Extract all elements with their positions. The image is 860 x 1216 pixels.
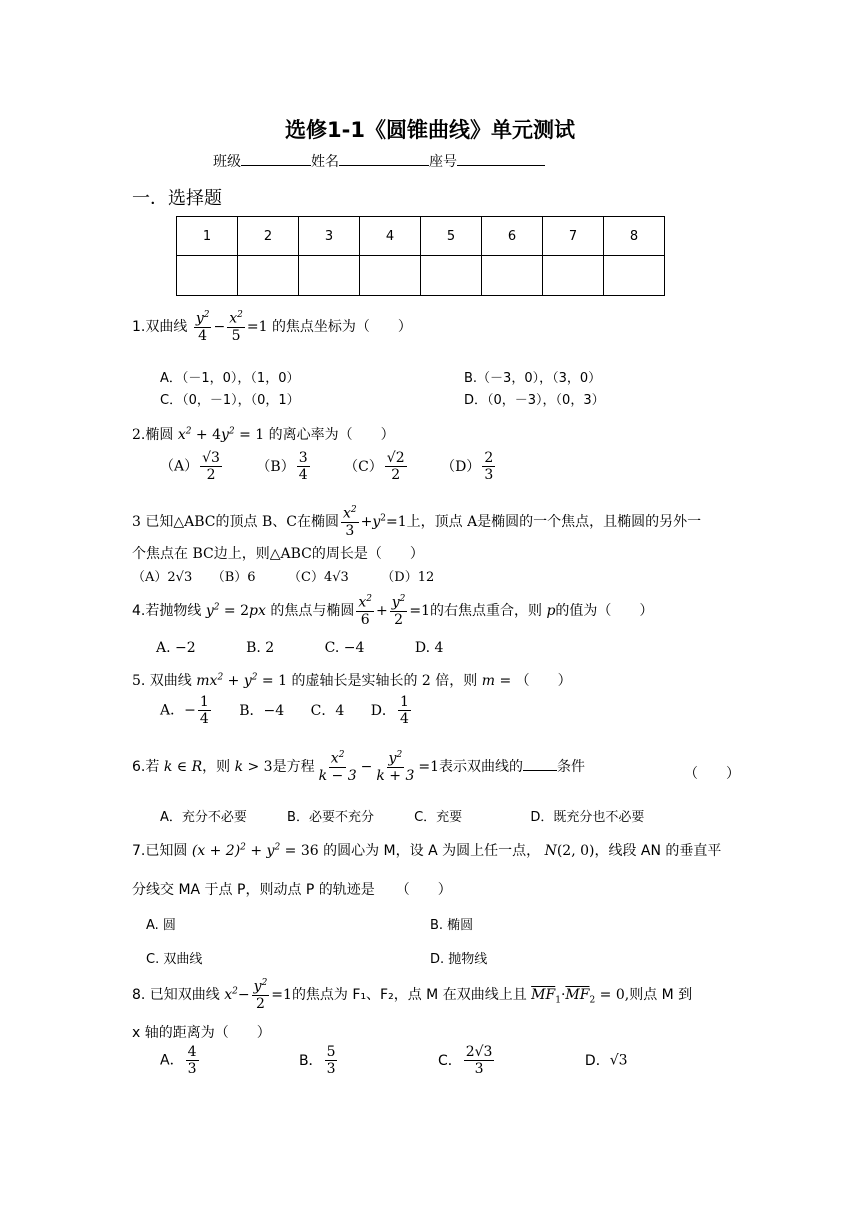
answer-cell[interactable] — [177, 256, 238, 296]
answer-table — [176, 216, 665, 296]
answer-header-8: 8 — [604, 217, 665, 256]
q4-options: A. −2 B. 2 C. −4 D. 4 — [156, 640, 444, 656]
question-6: 6.若 k ∈ R，则 k > 3是方程 $\frac{x^2}{k - 3}$ − $\frac{y^2}{k + 3}$ =1表示双曲线的 条件 — [132, 750, 586, 784]
q1-option-a: A．（－1，0），（1，0） — [160, 371, 300, 386]
answer-header-2: 2 — [238, 217, 299, 256]
q7-option-d: D. 抛物线 — [430, 952, 488, 967]
answer-header-6: 6 — [482, 217, 543, 256]
answer-header-5: 5 — [421, 217, 482, 256]
answer-header-1: 1 — [177, 217, 238, 256]
class-info-line — [213, 151, 545, 171]
answer-cell[interactable] — [482, 256, 543, 296]
question-3-line2: 个焦点在 BC边上，则△ABC的周长是（ ） — [132, 546, 424, 562]
class-blank[interactable] — [241, 151, 311, 166]
fraction: $\frac{y^2}{4}$ — [195, 310, 210, 344]
q3-options: （A）2√3 （B）6 （C）4√3 （D）12 — [132, 570, 435, 585]
q1-option-b: B.（－3，0），（3，0） — [464, 371, 602, 386]
class-label: 班级 — [213, 154, 241, 170]
name-label: 姓名 — [311, 154, 339, 170]
q7-option-a: A. 圆 — [146, 918, 176, 933]
answer-header-4: 4 — [360, 217, 421, 256]
question-4: 4.若抛物线 $y^2 = 2px$ 的焦点与椭圆 $\frac{x^2}{6}$ + $\frac{y^2}{2}$ =1的右焦点重合，则 p的值为（ ） — [132, 594, 654, 628]
fraction: $\frac{x^2}{5}$ — [229, 310, 243, 344]
q1-option-c: C．（0，－1），（0，1） — [160, 393, 300, 408]
answer-cell[interactable] — [604, 256, 665, 296]
question-8-line2: x 轴的距离为（ ） — [132, 1025, 271, 1041]
answer-cell[interactable] — [360, 256, 421, 296]
answer-cell[interactable] — [543, 256, 604, 296]
answer-cell[interactable] — [299, 256, 360, 296]
answer-cell[interactable] — [421, 256, 482, 296]
q1-option-d: D．（0，－3），（0，3） — [464, 393, 605, 408]
q5-options: A．− $\frac{1}{4}$ B．−4 C．4 D． $\frac{1}{4}$ — [160, 694, 409, 728]
seat-blank[interactable] — [457, 151, 545, 166]
q6-options: A．充分不必要 B．必要不充分 C．充要 D．既充分也不必要 — [160, 810, 645, 825]
question-1: 1.双曲线 $\frac{y^2}{4}$ − $\frac{x^2}{5}$ =1 的焦点坐标为（ ） — [132, 310, 412, 344]
seat-label: 座号 — [429, 154, 457, 170]
q7-option-b: B. 椭圆 — [430, 918, 474, 933]
q6-paren: （ ） — [684, 766, 740, 782]
answer-header-3: 3 — [299, 217, 360, 256]
q2-options: （A） $\frac{√3}{2}$ （B） $\frac{3}{4}$ （C） $\frac{√2}{2}$ （D） $\frac{2}{3}$ — [160, 450, 494, 484]
answer-cell[interactable] — [238, 256, 299, 296]
answer-header-7: 7 — [543, 217, 604, 256]
q7-option-c: C. 双曲线 — [146, 952, 203, 967]
question-5: 5. 双曲线 $mx^2 + y^2 = 1$ 的虚轴长是实轴长的 2 倍，则 m = （ ） — [132, 672, 572, 689]
section-heading: 一．选择题 — [132, 188, 222, 209]
q8-options: A． $\frac{4}{3}$ B． $\frac{5}{3}$ C． $\frac{2√3}{3}$ D．√3 — [160, 1044, 628, 1078]
question-3: 3 已知△ABC的顶点 B、C在椭圆 $\frac{x^2}{3}$ $+y^2=1$上，顶点 A是椭圆的一个焦点，且椭圆的另外一 — [132, 505, 702, 539]
question-7: 7.已知圆 $(x + 2)^2 + y^2 = 36$ 的圆心为 M，设 A 为圆上任一点， N(2, 0)，线段 AN 的垂直平 — [132, 842, 722, 859]
name-blank[interactable] — [339, 151, 429, 166]
question-2: 2.椭圆 $x^2 + 4y^2 = 1$ 的离心率为（ ） — [132, 426, 395, 443]
page-title: 选修1-1《圆锥曲线》单元测试 — [285, 118, 575, 142]
question-7-line2: 分线交 MA 于点 P，则动点 P 的轨迹是 （ ） — [132, 882, 452, 898]
answer-blank[interactable] — [523, 756, 557, 771]
question-8: 8. 已知双曲线 $x^2-$ $\frac{y^2}{2}$ =1的焦点为 F₁、F₂，点 M 在双曲线上且 $\overline{MF}_1\cdot\overline{MF}_2 = 0$,则点 M 到 — [132, 978, 693, 1012]
